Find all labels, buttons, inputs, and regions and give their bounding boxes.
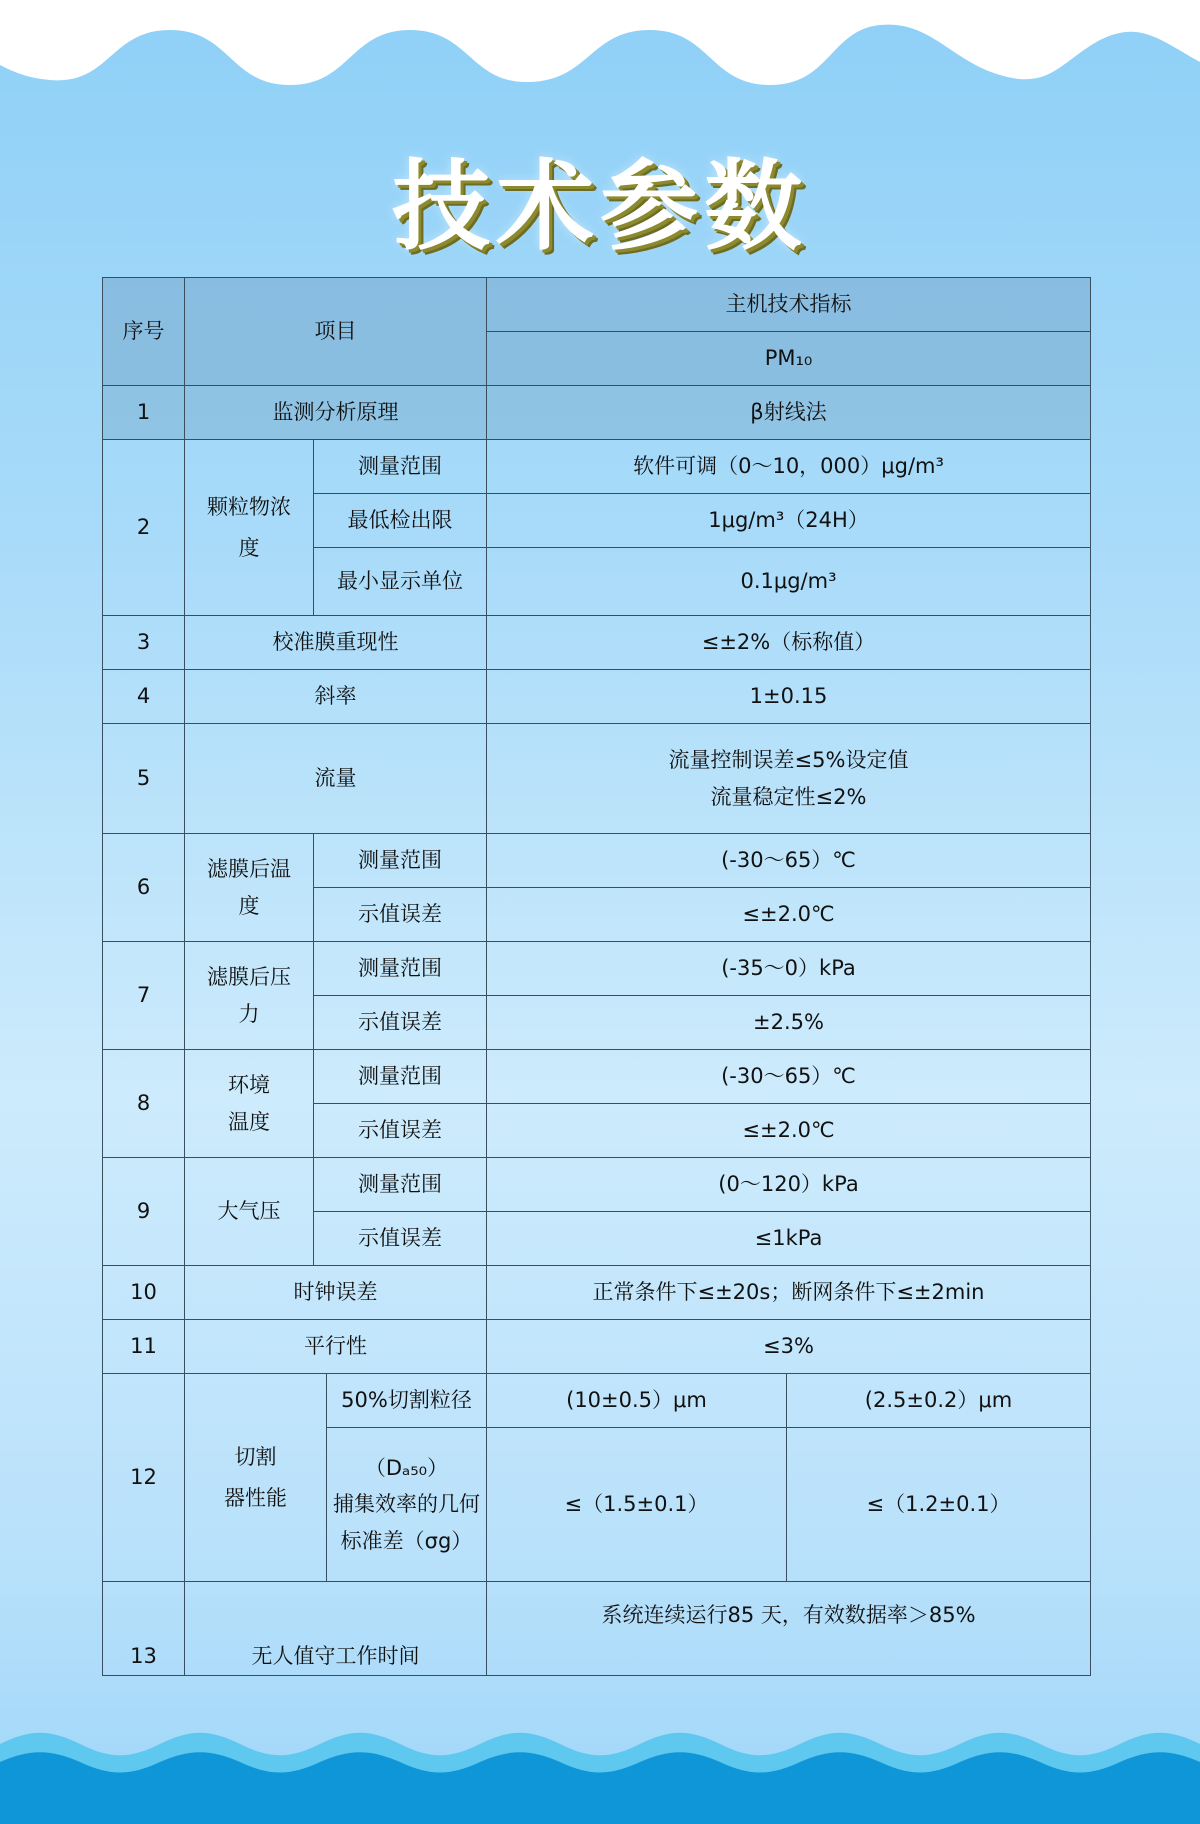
row-no: 13	[103, 1582, 185, 1676]
table-row	[103, 1374, 1091, 1428]
row-item: 滤膜后压 力	[185, 942, 314, 1050]
row-value: ≤±2.0℃	[487, 888, 1091, 942]
table-row	[103, 942, 1091, 996]
row-no: 2	[103, 440, 185, 616]
row-item: 流量	[185, 724, 487, 834]
row-value: ≤3%	[487, 1320, 1091, 1374]
row-sub-label: 最低检出限	[314, 494, 487, 548]
row-value: ≤（1.5±0.1）	[487, 1428, 787, 1582]
table-row	[103, 386, 1091, 440]
row-item: 时钟误差	[185, 1266, 487, 1320]
row-sub-label: 示值误差	[314, 996, 487, 1050]
row-item: 斜率	[185, 670, 487, 724]
bottom-wave-decoration	[0, 1704, 1200, 1824]
row-sub-label: 测量范围	[314, 1050, 487, 1104]
row-sub-label: 测量范围	[314, 1158, 487, 1212]
table-row	[103, 834, 1091, 888]
row-no: 9	[103, 1158, 185, 1266]
row-value: 软件可调（0～10，000）μg/m³	[487, 440, 1091, 494]
header-pm: PM₁₀	[487, 332, 1091, 386]
table-row	[103, 1050, 1091, 1104]
row-value: 系统连续运行85 天，有效数据率＞85%	[487, 1582, 1091, 1676]
row-sub-label: 示值误差	[314, 1212, 487, 1266]
table-row	[103, 1320, 1091, 1374]
row-item: 切割 器性能	[185, 1374, 327, 1582]
row-no: 3	[103, 616, 185, 670]
row-sub-label: 测量范围	[314, 440, 487, 494]
header-host: 主机技术指标	[487, 278, 1091, 332]
row-sub-label: 50%切割粒径	[327, 1374, 487, 1428]
row-item: 平行性	[185, 1320, 487, 1374]
row-value: (-30～65）℃	[487, 1050, 1091, 1104]
row-sub-label: 测量范围	[314, 942, 487, 996]
row-value: ≤±2%（标称值）	[487, 616, 1091, 670]
row-no: 11	[103, 1320, 185, 1374]
row-sub-label: 测量范围	[314, 834, 487, 888]
row-value: 流量控制误差≤5%设定值 流量稳定性≤2%	[487, 724, 1091, 834]
row-value: (-30～65）℃	[487, 834, 1091, 888]
top-wave-decoration	[0, 0, 1200, 140]
table-row	[103, 1266, 1091, 1320]
row-value: (-35～0）kPa	[487, 942, 1091, 996]
row-item: 大气压	[185, 1158, 314, 1266]
row-no: 8	[103, 1050, 185, 1158]
row-no: 6	[103, 834, 185, 942]
row-item: 滤膜后温 度	[185, 834, 314, 942]
row-item: 无人值守工作时间	[185, 1582, 487, 1676]
row-no: 1	[103, 386, 185, 440]
row-sub-label: 示值误差	[314, 888, 487, 942]
table-row	[103, 724, 1091, 834]
row-no: 10	[103, 1266, 185, 1320]
table-row	[103, 1158, 1091, 1212]
row-sub-label: （Dₐ₅₀） 捕集效率的几何 标准差（σg）	[327, 1428, 487, 1582]
row-value: 正常条件下≤±20s；断网条件下≤±2min	[487, 1266, 1091, 1320]
page-title: 技术参数	[391, 150, 808, 264]
header-seq: 序号	[103, 278, 185, 386]
row-item: 监测分析原理	[185, 386, 487, 440]
row-value: (10±0.5）μm	[487, 1374, 787, 1428]
row-value: ≤（1.2±0.1）	[787, 1428, 1091, 1582]
row-value: ±2.5%	[487, 996, 1091, 1050]
row-no: 7	[103, 942, 185, 1050]
row-value: (2.5±0.2）μm	[787, 1374, 1091, 1428]
table-header-row	[103, 278, 1091, 332]
row-no: 5	[103, 724, 185, 834]
row-value: 0.1μg/m³	[487, 548, 1091, 616]
table-row	[103, 440, 1091, 494]
row-value: 1±0.15	[487, 670, 1091, 724]
table-row	[103, 616, 1091, 670]
row-no: 4	[103, 670, 185, 724]
row-value: ≤1kPa	[487, 1212, 1091, 1266]
table-row	[103, 670, 1091, 724]
row-no: 12	[103, 1374, 185, 1582]
row-item: 颗粒物浓 度	[185, 440, 314, 616]
row-sub-label: 最小显示单位	[314, 548, 487, 616]
row-value: ≤±2.0℃	[487, 1104, 1091, 1158]
row-item: 校准膜重现性	[185, 616, 487, 670]
row-value: β射线法	[487, 386, 1091, 440]
row-value: (0～120）kPa	[487, 1158, 1091, 1212]
row-value: 1μg/m³（24H）	[487, 494, 1091, 548]
row-item: 环境 温度	[185, 1050, 314, 1158]
header-item: 项目	[185, 278, 487, 386]
row-sub-label: 示值误差	[314, 1104, 487, 1158]
table-row	[103, 1582, 1091, 1676]
spec-table	[102, 277, 1091, 1676]
